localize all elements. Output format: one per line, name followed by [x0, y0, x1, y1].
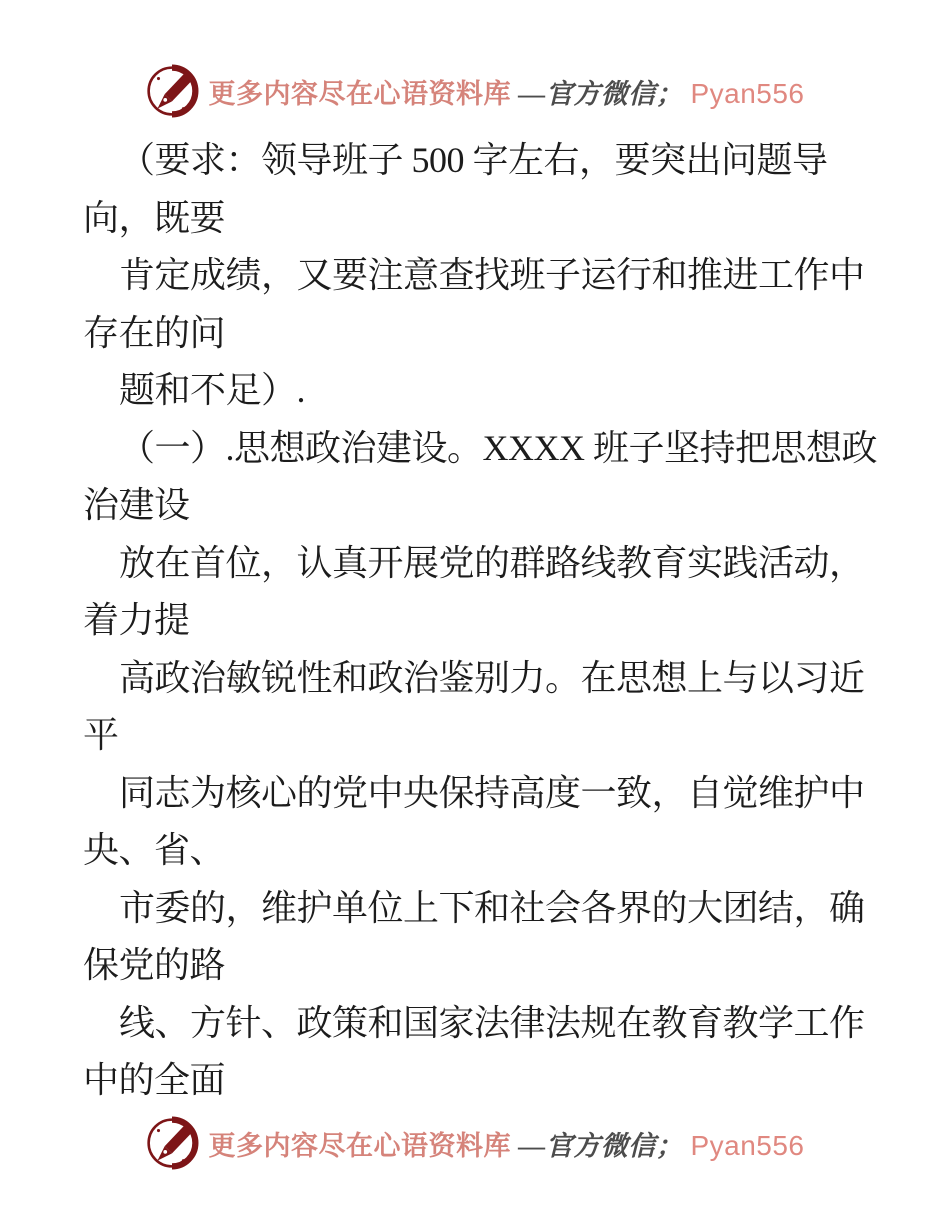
watermark-text: [208, 72, 804, 111]
text-line: 保党的路: [83, 945, 226, 985]
text-line: 向，既要: [83, 197, 226, 238]
text-line: （一）.思想政治建设。XXXX 班子坚持把思想政: [119, 427, 877, 468]
text-line: 治建设: [83, 485, 190, 525]
footer-watermark: [0, 1116, 950, 1170]
text-line: 中的全面: [83, 1060, 226, 1100]
text-line: 题和不足）.: [119, 370, 306, 410]
text-line: 肯定成绩，又要注意查找班子运行和推进工作中: [119, 255, 865, 295]
text-line: 平: [83, 715, 119, 755]
watermark-text: [208, 1124, 804, 1163]
text-line: 同志为核心的党中央保持高度一致，自觉维护中: [119, 772, 865, 813]
pen-seal-logo-icon: [145, 1116, 199, 1170]
header-watermark: [0, 64, 950, 118]
document-body: [83, 132, 883, 1110]
text-line: 放在首位，认真开展党的群路线教育实践活动，: [119, 542, 865, 583]
text-line: 着力提: [83, 600, 190, 640]
text-line: （要求：领导班子 500 字左右，要突出问题导: [119, 140, 828, 180]
text-line: 市委的，维护单位上下和社会各界的大团结，确: [119, 887, 865, 928]
watermark-wechat-label: —官方微信；: [518, 78, 684, 109]
pen-seal-logo-icon: [145, 64, 199, 118]
text-line: 央、省、: [83, 830, 226, 870]
text-line: 存在的问: [83, 312, 226, 353]
watermark-brand-text: 更多内容尽在心语资料库: [208, 1130, 511, 1161]
watermark-wechat-id: Pyan556: [690, 1129, 805, 1161]
text-line: 高政治敏锐性和政治鉴别力。在思想上与以习近: [119, 657, 865, 698]
text-line: 线、方针、政策和国家法律法规在教育教学工作: [119, 1002, 865, 1043]
watermark-brand-text: 更多内容尽在心语资料库: [208, 78, 511, 109]
watermark-wechat-id: Pyan556: [690, 77, 805, 109]
watermark-wechat-label: —官方微信；: [518, 1130, 684, 1161]
